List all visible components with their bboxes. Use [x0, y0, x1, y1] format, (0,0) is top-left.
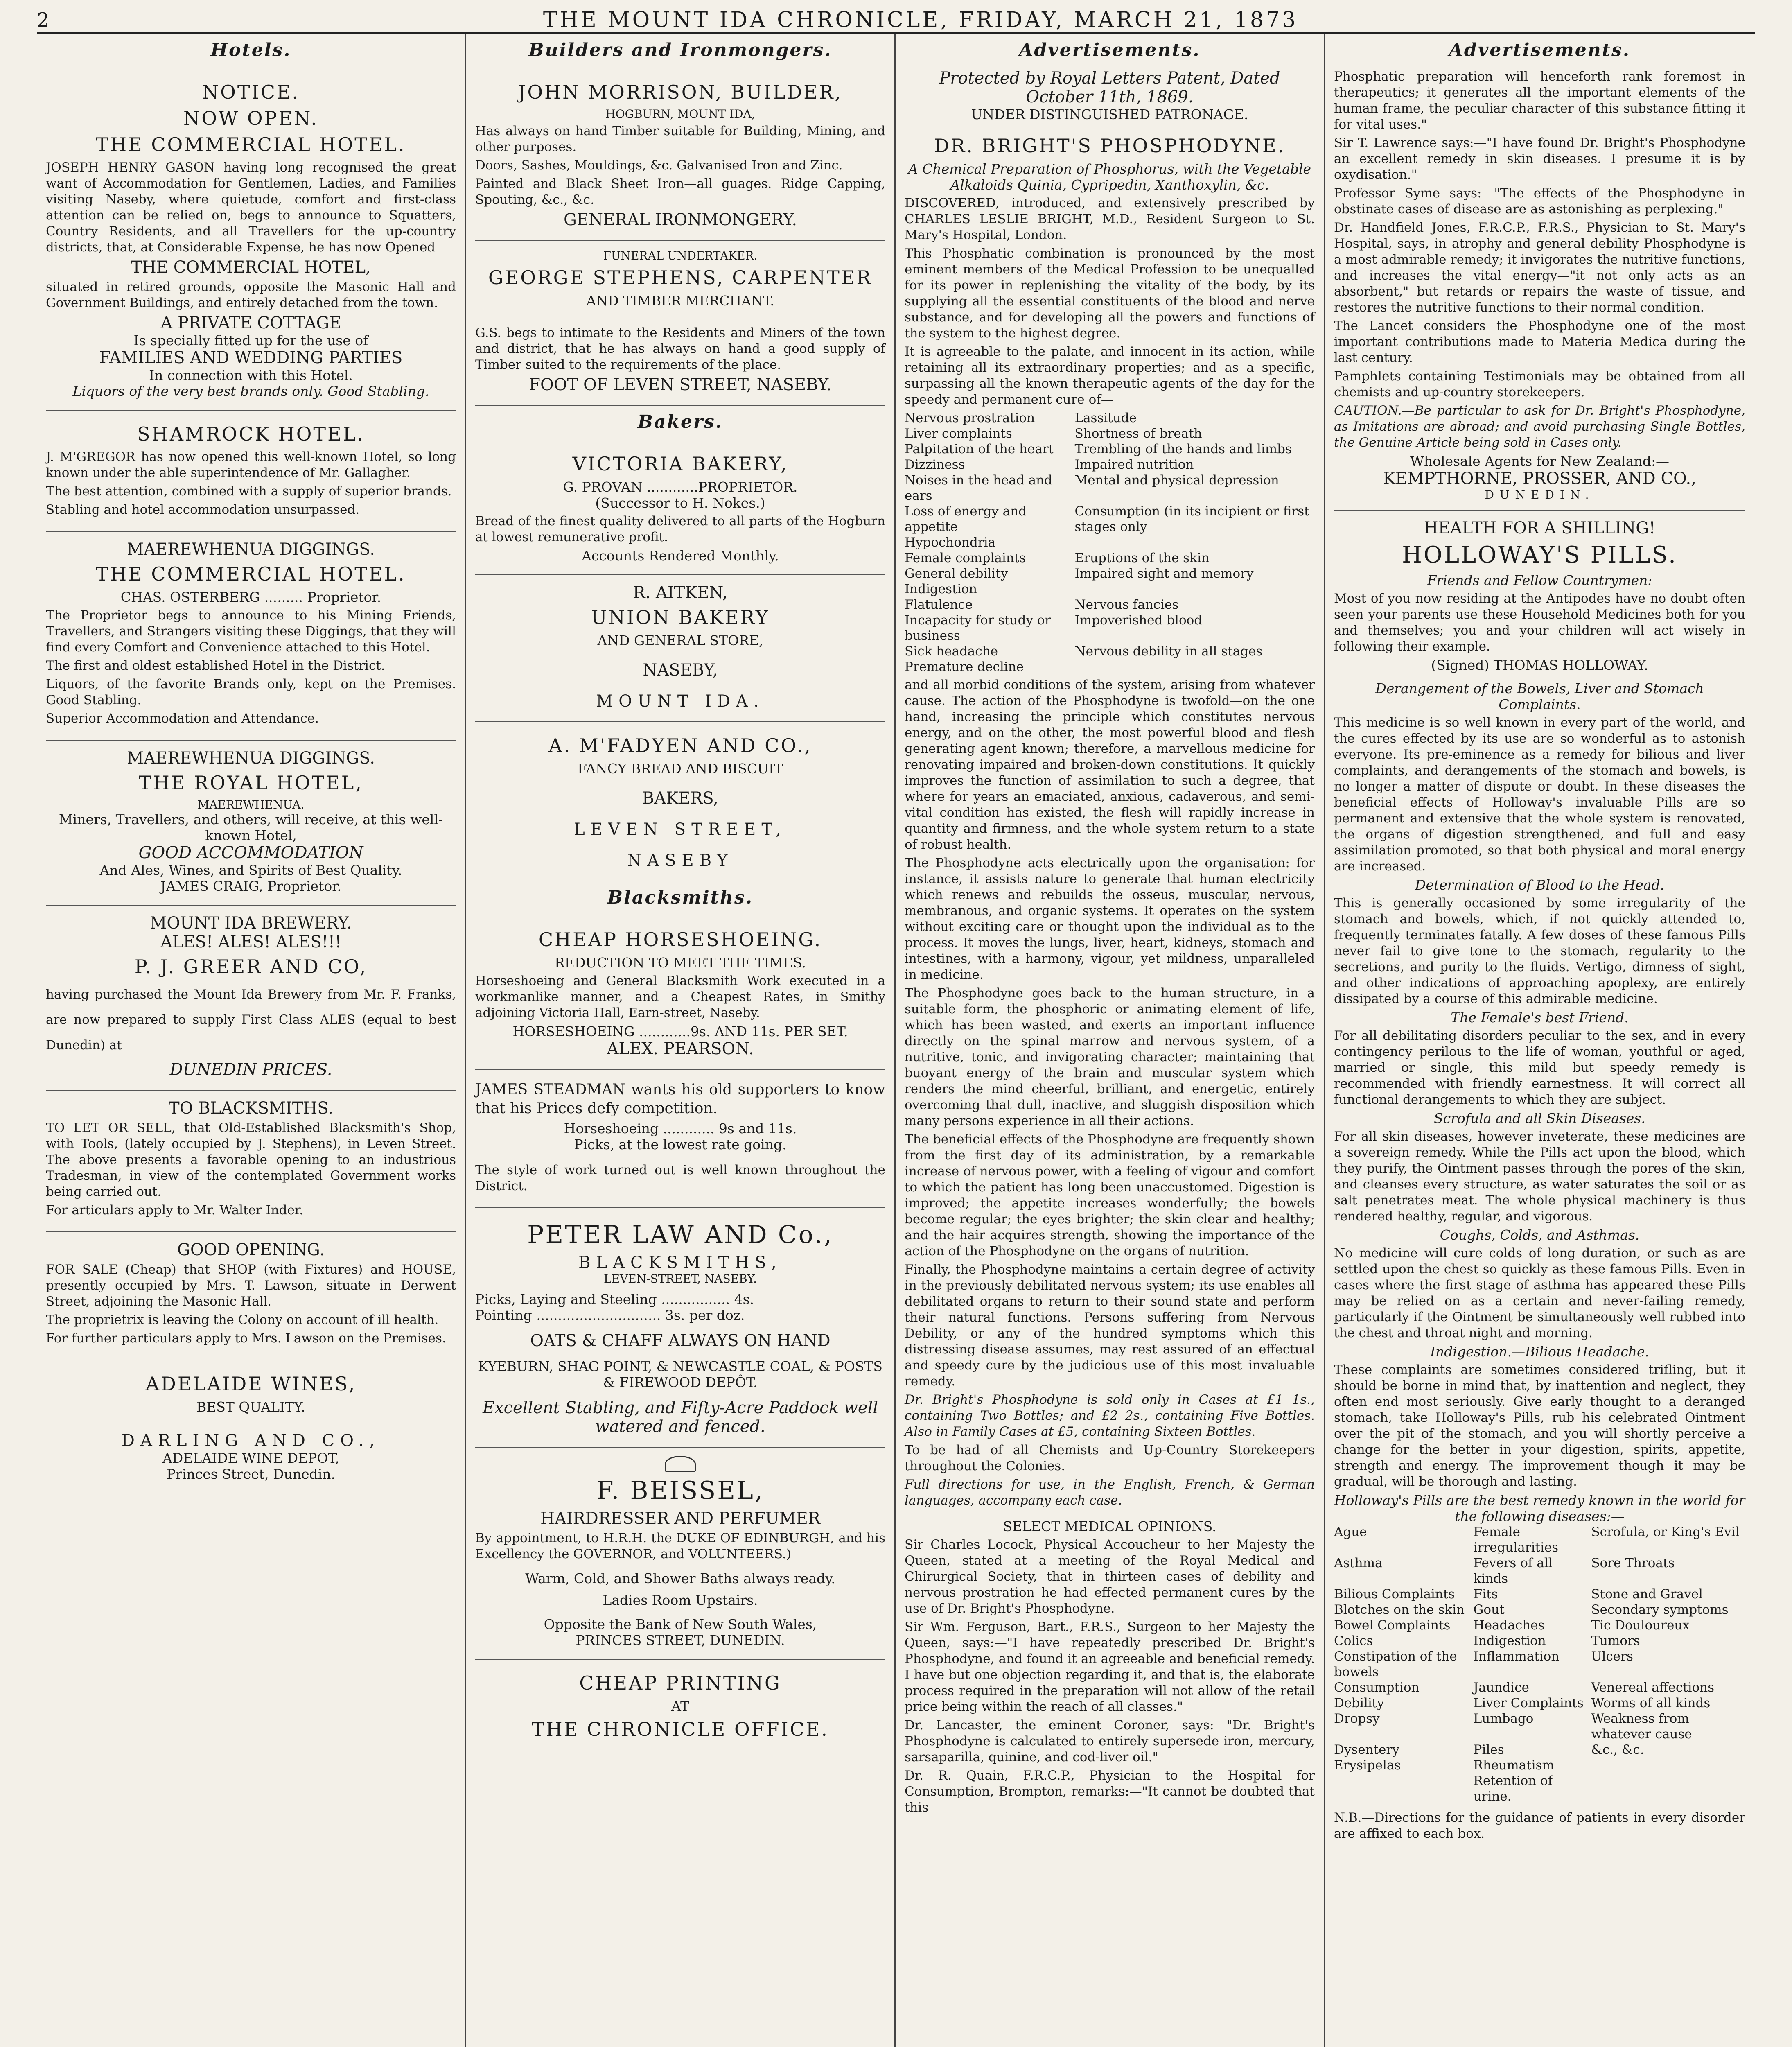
subheading: Determination of Blood to the Head. — [1415, 877, 1665, 893]
ad-body: FOR SALE (Cheap) that SHOP (with Fixtures) and HOUSE, presently occupied by Mrs. T. Lawson, situate in Derwent Street, adjoining the Masonic Hall. — [46, 1262, 456, 1309]
article-paragraph: To be had of all Chemists and Up-Country Storekeepers throughout the Colonies. — [905, 1443, 1315, 1473]
masthead — [37, 8, 1755, 34]
ad-subtitle: GENERAL IRONMONGERY. — [563, 210, 797, 229]
ad-line: AT — [671, 1698, 690, 1714]
ad-subtitle: MOUNT IDA BREWERY. — [150, 914, 352, 933]
ad-line: Liquors of the very best brands only. Good Stabling. — [72, 383, 429, 399]
ad-subtitle: KEMPTHORNE, PROSSER, AND CO., — [1383, 469, 1696, 488]
table-cell: Worms of all kinds — [1591, 1696, 1711, 1710]
table-cell: Ulcers — [1591, 1649, 1633, 1664]
article-paragraph: Dr. Bright's Phosphodyne is sold only in Cases at £1 1s., containing Two Bottles; and £2 2s., containing Five Bottles. Also in Family Cases at £5, containing Sixteen Bottles. — [905, 1392, 1315, 1439]
article-paragraph: No medicine will cure colds of long duration, or such as are settled upon the chest so quickly as these famous Pills. Even in cases where the first stage of asthma has appeared these Pills may be relied on as a certain and never-failing remedy, particularly if the Ointment be simultaneously well rubbed into the chest and throat night and morning. — [1334, 1246, 1745, 1340]
table-cell: Lassitude — [1074, 411, 1137, 425]
ad-subtitle: A PRIVATE COTTAGE — [160, 314, 341, 332]
table-cell: Fevers of all kinds — [1473, 1556, 1553, 1586]
subheading: Scrofula and all Skin Diseases. — [1434, 1110, 1645, 1126]
table-row — [905, 597, 1315, 612]
ad-line: Warm, Cold, and Shower Baths always ready. — [525, 1570, 835, 1586]
ad-line: G. PROVAN ............PROPRIETOR. — [563, 479, 798, 495]
ad-subtitle: BLACKSMITHS, — [578, 1253, 782, 1272]
opinion-paragraph: Sir Wm. Ferguson, Bart., F.R.S., Surgeon to her Majesty the Queen, says:—"I have repeatedly prescribed Dr. Bright's Phosphodyne, and found it an agreeable and beneficial remedy. I have but one objection regarding it, and that is, the elaborate process required in the preparation will not allow of the retail price being within the reach of all classes." — [905, 1620, 1315, 1714]
opinions-heading: SELECT MEDICAL OPINIONS. — [1003, 1518, 1216, 1534]
ad-title: CHEAP PRINTING — [579, 1672, 781, 1694]
table-row — [1334, 1695, 1745, 1711]
ad-cheap-horseshoeing — [475, 916, 885, 1070]
ad-title: DR. BRIGHT'S PHOSPHODYNE. — [934, 135, 1286, 157]
royal-crest-icon — [665, 1456, 696, 1472]
table-cell: Sick headache — [905, 644, 998, 659]
ad-body: Doors, Sashes, Mouldings, &c. Galvanised Iron and Zinc. — [475, 158, 843, 173]
table-cell: Consumption (in its incipient or first stages only — [1074, 504, 1309, 534]
article-paragraph: The Phosphodyne acts electrically upon the organisation: for instance, it assists nature to generate that human electricity which renews and rebuilds the osseus, muscular, nervous, membranous, and organic systems. It operates on the system without exciting care or thought upon the individual as to the process. It moves the lungs, liver, heart, kidneys, stomach and intestines, with a harmony, vigour, yet mildness, unparalleled in medicine. — [905, 856, 1315, 982]
opinion-paragraph: Phosphatic preparation will henceforth rank foremost in therapeutics; it generates all the important elements of the human frame, the peculiar character of this substance fitting it for vital uses." — [1334, 69, 1745, 132]
ad-title: GEORGE STEPHENS, CARPENTER — [488, 267, 873, 289]
ad-subtitle: GOOD ACCOMMODATION — [138, 843, 363, 862]
notice-title: NOTICE. — [202, 81, 300, 103]
ad-mcfadyen — [475, 722, 885, 881]
table-row — [1334, 1586, 1745, 1602]
subheading: The Female's best Friend. — [1451, 1010, 1629, 1026]
ad-body: J. M'GREGOR has now opened this well-known Hotel, so long known under the able superintendence of Mr. Gallagher. — [46, 450, 456, 480]
ad-subtitle: DARLING AND CO., — [121, 1431, 381, 1450]
ad-line: (Successor to H. Nokes.) — [595, 495, 765, 511]
ad-body: For articulars apply to Mr. Walter Inder. — [46, 1203, 304, 1218]
table-cell: Constipation of the bowels — [1334, 1649, 1457, 1679]
table-cell: Eruptions of the skin — [1074, 551, 1210, 565]
ad-union-bakery — [475, 575, 885, 722]
ad-line: REDUCTION TO MEET THE TIMES. — [554, 955, 806, 971]
ad-line: Accounts Rendered Monthly. — [582, 548, 779, 564]
table-cell: &c., &c. — [1591, 1742, 1644, 1757]
ad-subtitle: A Chemical Preparation of Phosphorus, with the Vegetable Alkaloids Quinia, Cypripedin, Xanthoxylin, &c. — [908, 161, 1311, 193]
table-row — [1334, 1524, 1745, 1555]
table-cell — [1334, 1773, 1474, 1804]
table-cell: Erysipelas — [1334, 1758, 1401, 1773]
ad-commercial-hotel — [46, 69, 456, 411]
ad-to-blacksmiths — [46, 1091, 456, 1232]
table-row — [905, 410, 1315, 426]
table-row — [905, 612, 1315, 644]
opinion-paragraph: Dr. R. Quain, F.R.C.P., Physician to the Hospital for Consumption, Brompton, remarks:—"It cannot be doubted that this — [905, 1768, 1315, 1815]
table-cell: Loss of energy and appetite — [905, 504, 1027, 534]
section-heading: Advertisements. — [1449, 40, 1631, 61]
article-paragraph: and all morbid conditions of the system, arising from whatever cause. The action of the Phosphodyne is twofold—on the one hand, increasing the principle which constitutes nervous energy, and on the other, the most powerful blood and flesh generating agent known; therefore, a marvellous medicine for renovating impaired and broken-down constitutions. It quickly improves the function of assimilation to such a degree, that where for years an emaciated, anxious, cadaverous, and semi-vital condition has existed, the flesh will rapidly increase in quantity and firmness, and the whole system return to a state of robust health. — [905, 678, 1315, 852]
ad-james-steadman — [475, 1070, 885, 1208]
subheading: Holloway's Pills are the best remedy known in the world for the following diseases:— — [1334, 1492, 1745, 1524]
article-paragraph: For all skin diseases, however inveterate, these medicines are a sovereign remedy. While the Pills act upon the blood, which they purify, the Ointment passes through the pores of the skin, and cleanses every structure, as water saturates the soil or as salt penetrates meat. The whole physical machinery is thus rendered healthy, regular, and vigorous. — [1334, 1129, 1745, 1224]
section-heading: Advertisements. — [1019, 40, 1201, 61]
table-cell: Mental and physical depression — [1074, 473, 1279, 488]
table-cell: Impaired nutrition — [1074, 457, 1194, 472]
ad-subtitle: HEALTH FOR A SHILLING! — [1424, 519, 1656, 538]
ad-subtitle: MOUNT IDA. — [596, 692, 765, 711]
table-cell: Venereal affections — [1591, 1680, 1715, 1695]
ad-line: DUNEDIN. — [1334, 488, 1745, 511]
ad-line: ADELAIDE WINE DEPOT, — [162, 1450, 340, 1466]
ad-royal-hotel — [46, 741, 456, 906]
ad-body: Painted and Black Sheet Iron—all guages. Ridge Capping, Spouting, &c., &c. — [475, 176, 885, 207]
table-cell: General debility — [905, 566, 1008, 581]
ad-title: ADELAIDE WINES, — [145, 1373, 357, 1395]
table-row — [1334, 1649, 1745, 1680]
article-paragraph: This medicine is so well known in every part of the world, and the cures effected by its use are so wonderful as to astonish everyone. Its pre-eminence as a remedy for bilious and liver complaints, and derangements of the stomach and bowels, is no longer a matter of dispute or doubt. In these diseases the beneficial effects of Holloway's invaluable Pills are so permanent and extensive that the whole system is renovated, the organs of digestion strengthened, and full and easy assimilation promoted, so that both physical and moral energy are increased. — [1334, 715, 1745, 874]
ad-subtitle: GOOD OPENING. — [177, 1240, 325, 1259]
ad-body: JAMES STEADMAN wants his old supporters to know that his Prices defy competition. — [475, 1081, 885, 1117]
ad-brewery — [46, 906, 456, 1091]
ad-title: THE COMMERCIAL HOTEL. — [96, 563, 406, 585]
table-row — [1334, 1758, 1745, 1773]
ad-line: Wholesale Agents for New Zealand:— — [1410, 453, 1670, 469]
table-cell: Liver Complaints — [1473, 1696, 1584, 1710]
table-row — [905, 504, 1315, 535]
ad-subtitle: FAMILIES AND WEDDING PARTIES — [99, 348, 403, 367]
table-row — [905, 550, 1315, 566]
ad-body: The Proprietor begs to announce to his Mining Friends, Travellers, and Strangers visiting these Diggings, that they will find every Comfort and Convenience attached to this Hotel. — [46, 608, 456, 655]
ad-line: Is specially fitted up for the use of — [133, 332, 368, 348]
article-paragraph: Finally, the Phosphodyne maintains a certain degree of activity in the previously debilitated nervous system; its use enables all debilitated organs to return to their sound state and perform their natural functions. Persons suffering from Nervous Debility, or any of the hundred symptoms which this distressing disease assumes, may rest assured of an effectual and speedy cure by the judicious use of this most invaluable remedy. — [905, 1262, 1315, 1389]
table-cell: Dysentery — [1334, 1742, 1399, 1757]
table-row — [1334, 1555, 1745, 1586]
ad-line: CHAS. OSTERBERG ......... Proprietor. — [120, 589, 381, 605]
article-paragraph: DISCOVERED, introduced, and extensively prescribed by CHARLES LESLIE BRIGHT, M.D., Resident Surgeon to St. Mary's Hospital, London. — [905, 196, 1315, 242]
ad-subtitle: NASEBY — [627, 851, 734, 870]
table-cell — [1075, 581, 1315, 597]
ad-subtitle: THE CHRONICLE OFFICE. — [531, 1718, 829, 1740]
ad-subtitle: THE COMMERCIAL HOTEL, — [131, 258, 371, 277]
ad-title: A. M'FADYEN AND CO., — [548, 734, 812, 757]
ad-subtitle: OATS & CHAFF ALWAYS ON HAND — [530, 1331, 831, 1350]
article-paragraph: Full directions for use, in the English, French, & German languages, accompany each case. — [905, 1477, 1315, 1508]
table-cell — [1591, 1773, 1745, 1804]
table-row — [1334, 1618, 1745, 1633]
table-cell: Bilious Complaints — [1334, 1587, 1455, 1602]
table-cell: Weakness from whatever cause — [1591, 1711, 1692, 1742]
ad-title: THE COMMERCIAL HOTEL. — [96, 133, 406, 156]
article-paragraph: This Phosphatic combination is pronounced by the most eminent members of the Medical Profession to be unequalled for its power in replenishing the vitality of the body, by its supplying all the essential constituents of the blood and nerve substance, and for developing all the powers and functions of the system to the highest degree. — [905, 246, 1315, 341]
table-cell: Incapacity for study or business — [905, 613, 1051, 643]
table-row — [905, 457, 1315, 472]
table-row — [905, 472, 1315, 504]
ad-body: Superior Accommodation and Attendance. — [46, 711, 319, 726]
ad-line: In connection with this Hotel. — [149, 367, 353, 383]
table-cell: Noises in the head and ears — [905, 473, 1052, 503]
table-row — [905, 659, 1315, 675]
column-holloway — [1325, 34, 1754, 2047]
table-cell: Tic Douloureux — [1591, 1618, 1690, 1633]
ad-line: HOGBURN, MOUNT IDA, — [605, 107, 755, 121]
ad-body: The first and oldest established Hotel in the District. — [46, 658, 385, 673]
ad-line: BEST QUALITY. — [196, 1399, 306, 1415]
ad-title: CHEAP HORSESHOEING. — [538, 929, 822, 951]
section-heading: Bakers. — [637, 411, 723, 432]
ad-title: THE ROYAL HOTEL, — [139, 772, 363, 794]
table-cell: Shortness of breath — [1074, 426, 1202, 441]
table-cell — [1075, 659, 1315, 675]
table-row — [905, 441, 1315, 457]
ad-victoria-bakery — [475, 441, 885, 575]
ad-commercial-hotel-maerewhenua — [46, 532, 456, 741]
ad-body: Horseshoeing and General Blacksmith Work executed in a workmanlike manner, and a Cheapest Rates, in Smithy adjoining Victoria Hall, Earn-street, Naseby. — [475, 974, 885, 1020]
table-row — [1334, 1773, 1745, 1804]
opinion-paragraph: Dr. Lancaster, the eminent Coroner, says:—"Dr. Bright's Phosphodyne is calculated to entirely supersede iron, mercury, sarsaparilla, quinine, and cod-liver oil." — [905, 1718, 1315, 1765]
ad-line: Horseshoeing ............ 9s and 11s. — [564, 1121, 797, 1136]
opinion-paragraph: Pamphlets containing Testimonials may be obtained from all chemists and up-country storekeepers. — [1334, 369, 1745, 400]
ad-subtitle: MAEREWHENUA DIGGINGS. — [127, 540, 375, 559]
ad-subtitle: MAEREWHENUA DIGGINGS. — [127, 749, 375, 768]
table-cell: Ague — [1334, 1525, 1367, 1539]
subheading: Coughs, Colds, and Asthmas. — [1440, 1227, 1640, 1243]
ad-line: JAMES CRAIG, Proprietor. — [160, 878, 341, 894]
ad-title: HOLLOWAY'S PILLS. — [1402, 542, 1677, 568]
table-cell: Hypochondria — [905, 535, 996, 550]
ad-line: Opposite the Bank of New South Wales, — [544, 1616, 817, 1632]
caution-paragraph: CAUTION.—Be particular to ask for Dr. Bright's Phosphodyne, as Imitations are abroad; and avoid purchasing Single Bottles, the Genuine Article being sold in Cases only. — [1334, 403, 1745, 450]
ad-line: KYEBURN, SHAG POINT, & NEWCASTLE COAL, & POSTS & FIREWOOD DEPÔT. — [478, 1358, 882, 1390]
ad-subtitle: NASEBY, — [643, 661, 718, 680]
table-cell: Nervous prostration — [905, 411, 1035, 425]
ad-line: LEVEN-STREET, NASEBY. — [603, 1272, 757, 1286]
table-row — [905, 535, 1315, 550]
patronage-line: UNDER DISTINGUISHED PATRONAGE. — [971, 106, 1248, 122]
ad-title: PETER LAW AND Co., — [527, 1220, 833, 1249]
now-open: NOW OPEN. — [183, 107, 319, 129]
ad-good-opening — [46, 1232, 456, 1360]
table-cell: Rheumatism — [1473, 1758, 1554, 1773]
subheading: Derangement of the Bowels, Liver and Stomach Complaints. — [1375, 680, 1704, 712]
ad-subtitle: Excellent Stabling, and Fifty-Acre Paddock well watered and fenced. — [482, 1399, 878, 1436]
ad-line: Princes Street, Dunedin. — [166, 1466, 336, 1482]
article-paragraph: The beneficial effects of the Phosphodyne are frequently shown from the first day of its administration, by a remarkable increase of nervous power, with a feeling of vigour and comfort to which the patient has long been unaccustomed. Digestion is improved; the appetite increases wonderfully; the bowels become regular; the eyes brighter; the skin clear and healthy; and the hair acquires strength, showing the importance of the action of the Phosphodyne on the organs of nutrition. — [905, 1132, 1315, 1258]
table-cell: Tumors — [1591, 1634, 1640, 1648]
symptoms-table — [905, 410, 1315, 675]
ad-body: The style of work turned out is well known throughout the District. — [475, 1163, 885, 1193]
ad-subtitle: R. AITKEN, — [633, 583, 728, 602]
table-cell: Secondary symptoms — [1591, 1602, 1729, 1617]
table-cell: Flatulence — [905, 597, 973, 612]
ad-line: FUNERAL UNDERTAKER. — [603, 249, 758, 262]
ad-line: Ladies Room Upstairs. — [603, 1592, 758, 1608]
ad-line: Picks, at the lowest rate going. — [574, 1136, 787, 1152]
table-cell: Scrofula, or King's Evil — [1591, 1525, 1740, 1539]
article-paragraph: N.B.—Directions for the guidance of patients in every disorder are affixed to each box. — [1334, 1810, 1745, 1841]
ad-subtitle: BAKERS, — [642, 789, 719, 808]
ad-subtitle: TO BLACKSMITHS. — [169, 1099, 333, 1118]
article-paragraph: For all debilitating disorders peculiar to the sex, and in every contingency perilous to the life of woman, youthful or aged, married or single, this mild but speedy remedy is recommended with friendly earnestness. It will correct all functional derangements to which they are subject. — [1334, 1028, 1745, 1107]
ad-body: The best attention, combined with a supply of superior brands. — [46, 484, 452, 499]
diseases-table — [1334, 1524, 1745, 1804]
table-row — [905, 566, 1315, 581]
ad-body: The proprietrix is leaving the Colony on account of ill health. — [46, 1313, 439, 1327]
page-number: 2 — [37, 9, 50, 32]
ad-line: FANCY BREAD AND BISCUIT — [578, 761, 783, 777]
table-cell: Gout — [1473, 1602, 1505, 1617]
ad-body: situated in retired grounds, opposite the Masonic Hall and Government Buildings, and entirely detached from the town. — [46, 280, 456, 310]
ad-body: For further particulars apply to Mrs. Lawson on the Premises. — [46, 1331, 446, 1346]
opinion-paragraph: Sir Charles Locock, Physical Accoucheur to her Majesty the Queen, stated at a meeting of the Royal Medical and Chirurgical Society, that in thirteen cases of debility and nervous prostration he had effected permanent cures by the use of Dr. Bright's Phosphodyne. — [905, 1537, 1315, 1616]
section-heading: Blacksmiths. — [607, 887, 754, 908]
table-cell: Fits — [1473, 1587, 1498, 1602]
table-cell: Palpitation of the heart — [905, 442, 1054, 456]
table-cell: Liver complaints — [905, 426, 1012, 441]
table-cell — [1075, 535, 1315, 550]
table-cell: Jaundice — [1473, 1680, 1529, 1695]
ad-adelaide-wines — [46, 1360, 456, 1493]
article-paragraph: The Phosphodyne goes back to the human structure, in a suitable form, the phosphoric or animating element of life, which has been wasted, and exerts an important influence directly on the spinal marrow and nervous system, of a nutritive, tonic, and invigorating character; maintaining that buoyant energy of the brain and muscular system which renders the mind cheerful, brilliant, and energetic, entirely overcoming that dull, inactive, and sluggish disposition which many persons experience in all their actions. — [905, 986, 1315, 1128]
ad-line: AND TIMBER MERCHANT. — [586, 293, 774, 309]
newspaper-title: THE MOUNT IDA CHRONICLE, FRIDAY, MARCH 21, 1873 — [543, 8, 1298, 32]
table-cell: Dropsy — [1334, 1711, 1380, 1726]
ad-title: UNION BAKERY — [591, 606, 770, 628]
table-row — [1334, 1742, 1745, 1758]
table-cell: Bowel Complaints — [1334, 1618, 1451, 1633]
table-row — [905, 644, 1315, 659]
table-cell: Dizziness — [905, 457, 965, 472]
ad-george-stephens — [475, 241, 885, 406]
ad-line: Friends and Fellow Countrymen: — [1427, 572, 1652, 588]
ad-line: (Signed) THOMAS HOLLOWAY. — [1431, 657, 1648, 673]
ad-title: JOHN MORRISON, BUILDER, — [518, 81, 843, 103]
table-cell: Premature decline — [905, 660, 1024, 674]
table-row — [1334, 1602, 1745, 1618]
table-cell: Indigestion — [1473, 1634, 1546, 1648]
ad-line: HORSESHOEING ............9s. AND 11s. PER SET. — [512, 1024, 848, 1039]
table-cell: Consumption — [1334, 1680, 1420, 1695]
column-phosphodyne — [896, 34, 1325, 2047]
ad-line: PRINCES STREET, DUNEDIN. — [576, 1632, 785, 1648]
ad-line: Picks, Laying and Steeling ................ 4s. — [475, 1291, 754, 1307]
table-row — [1334, 1711, 1745, 1742]
table-cell: Impaired sight and memory — [1074, 566, 1254, 581]
ad-beissel — [475, 1448, 885, 1660]
ad-title: P. J. GREER AND CO, — [134, 956, 368, 978]
column-builders — [466, 34, 896, 2047]
article-paragraph: It is agreeable to the palate, and innocent in its action, while retaining all its extraordinary properties; and as a specific, surpassing all the known therapeutic agents of the day for the speedy and permanent cure of— — [905, 344, 1315, 407]
ad-body: Bread of the finest quality delivered to all parts of the Hogburn at lowest remunerative profit. — [475, 514, 885, 545]
subheading: Indigestion.—Bilious Headache. — [1430, 1344, 1649, 1360]
ad-subtitle: LEVEN STREET, — [574, 820, 787, 839]
ad-line: AND GENERAL STORE, — [597, 633, 763, 648]
ad-subtitle: FOOT OF LEVEN STREET, NASEBY. — [529, 375, 832, 394]
ad-peter-law — [475, 1208, 885, 1448]
table-cell: Sore Throats — [1591, 1556, 1675, 1570]
ad-title: F. BEISSEL, — [596, 1476, 764, 1505]
table-cell: Debility — [1334, 1696, 1384, 1710]
table-cell: Nervous fancies — [1074, 597, 1179, 612]
column-hotels — [37, 34, 466, 2047]
ad-body: TO LET OR SELL, that Old-Established Blacksmith's Shop, with Tools, (lately occupied by J. Stephens), in Leven Street. The above presents a favorable opening to an industrious Tradesman, in view of the contemplated Government works being carried out. — [46, 1121, 456, 1199]
table-cell: Lumbago — [1473, 1711, 1534, 1726]
table-cell: Trembling of the hands and limbs — [1074, 442, 1292, 456]
table-cell: Nervous debility in all stages — [1074, 644, 1263, 659]
table-row — [1334, 1633, 1745, 1649]
section-heading: Hotels. — [210, 40, 291, 61]
ad-title: VICTORIA BAKERY, — [572, 453, 788, 475]
ad-body: Stabling and hotel accommodation unsurpassed. — [46, 502, 360, 517]
table-row — [905, 426, 1315, 441]
ad-line: ALES! ALES! ALES!!! — [160, 933, 341, 951]
table-cell: Colics — [1334, 1634, 1373, 1648]
table-cell: Indigestion — [905, 582, 977, 596]
table-cell: Blotches on the skin — [1334, 1602, 1465, 1617]
table-cell: Female irregularities — [1473, 1525, 1559, 1555]
ad-line: Pointing ............................. 3s. per doz. — [475, 1307, 745, 1323]
ad-body: G.S. begs to intimate to the Residents and Miners of the town and district, that he has always on hand a good supply of Timber suited to the requirements of the place. — [475, 325, 885, 372]
ad-line: MAEREWHENUA. — [197, 798, 305, 811]
table-cell: Impoverished blood — [1074, 613, 1203, 628]
ad-title: SHAMROCK HOTEL. — [137, 423, 365, 445]
article-paragraph: Most of you now residing at the Antipodes have no doubt often seen your parents use these Household Medicines both for you and themselves; you and your children will act wisely in following their example. — [1334, 591, 1745, 654]
ad-body: Liquors, of the favorite Brands only, kept on the Premises. Good Stabling. — [46, 677, 456, 707]
opinion-paragraph: Professor Syme says:—"The effects of the Phosphodyne in obstinate cases of disease are as astonishing as perplexing." — [1334, 186, 1745, 217]
section-heading: Builders and Ironmongers. — [528, 40, 832, 61]
table-cell — [1591, 1758, 1745, 1773]
ad-line: And Ales, Wines, and Spirits of Best Quality. — [99, 862, 402, 878]
opinion-paragraph: Dr. Handfield Jones, F.R.C.P., F.R.S., Physician to St. Mary's Hospital, says, in atrophy and general debility Phosphodyne is a most admirable remedy; it invigorates the nutritive functions, and increases the vital energy—"it not only acts as an absorbent," but retards or repairs the waste of tissue, and restores the nutritive functions to their normal condition. — [1334, 220, 1745, 315]
ad-body: By appointment, to H.R.H. the DUKE OF EDINBURGH, and his Excellency the GOVERNOR, and VOLUNTEERS.) — [475, 1531, 885, 1561]
patent-line: Protected by Royal Letters Patent, Dated October 11th, 1869. — [939, 69, 1280, 106]
article-paragraph: This is generally occasioned by some irregularity of the stomach and bowels, which, if not quickly attended to, frequently terminates fatally. A few doses of these famous Pills never fail to give tone to the stomach, regularity to the secretions, and purity to the fluids. Vertigo, dimness of sight, and other indications of approaching apoplexy, are entirely dissipated by a course of this admirable medicine. — [1334, 896, 1745, 1006]
opinion-paragraph: The Lancet considers the Phosphodyne one of the most important contributions made to Materia Medica during the last century. — [1334, 319, 1745, 365]
table-cell: Female complaints — [905, 551, 1026, 565]
ad-body: having purchased the Mount Ida Brewery from Mr. F. Franks, are now prepared to supply First Class ALES (equal to best Dunedin) at — [46, 987, 456, 1053]
table-cell: Stone and Gravel — [1591, 1587, 1703, 1602]
table-cell: Piles — [1473, 1742, 1504, 1757]
ad-subtitle: HAIRDRESSER AND PERFUMER — [540, 1509, 820, 1528]
table-cell: Inflammation — [1473, 1649, 1560, 1664]
ad-body: Has always on hand Timber suitable for Building, Mining, and other purposes. — [475, 124, 885, 154]
table-row — [905, 581, 1315, 597]
opinion-paragraph: Sir T. Lawrence says:—"I have found Dr. Bright's Phosphodyne an excellent remedy in skin diseases. I presume it is by oxydisation." — [1334, 136, 1745, 182]
ad-shamrock-hotel — [46, 411, 456, 532]
table-cell: Asthma — [1334, 1556, 1383, 1570]
table-row — [1334, 1680, 1745, 1695]
table-cell: Headaches — [1473, 1618, 1545, 1633]
article-paragraph: These complaints are sometimes considered trifling, but it should be borne in mind that, by inattention and neglect, they often end most seriously. Give early thought to a deranged stomach, take Holloway's Pills, rub his celebrated Ointment over the pit of the stomach, and you will shortly perceive a change for the better in your digestion, spirits, appetite, strength and energy. The improvement though it may be gradual, will be thorough and lasting. — [1334, 1362, 1745, 1489]
ad-john-morrison — [475, 69, 885, 241]
ad-cheap-printing — [475, 1660, 885, 1755]
ad-body: JOSEPH HENRY GASON having long recognised the great want of Accommodation for Gentlemen, Ladies, and Families visiting Naseby, where quietude, comfort and first-class attention can be relied on, begs to announce to Squatters, Country Residents, and all Travellers for the up-country districts, that, at Considerable Expense, he has now Opened — [46, 160, 456, 255]
table-cell: Retention of urine. — [1473, 1774, 1553, 1804]
ad-subtitle: DUNEDIN PRICES. — [169, 1060, 332, 1079]
ad-subtitle: ALEX. PEARSON. — [607, 1039, 754, 1058]
ad-line: Miners, Travellers, and others, will receive, at this well-known Hotel, — [59, 811, 443, 843]
